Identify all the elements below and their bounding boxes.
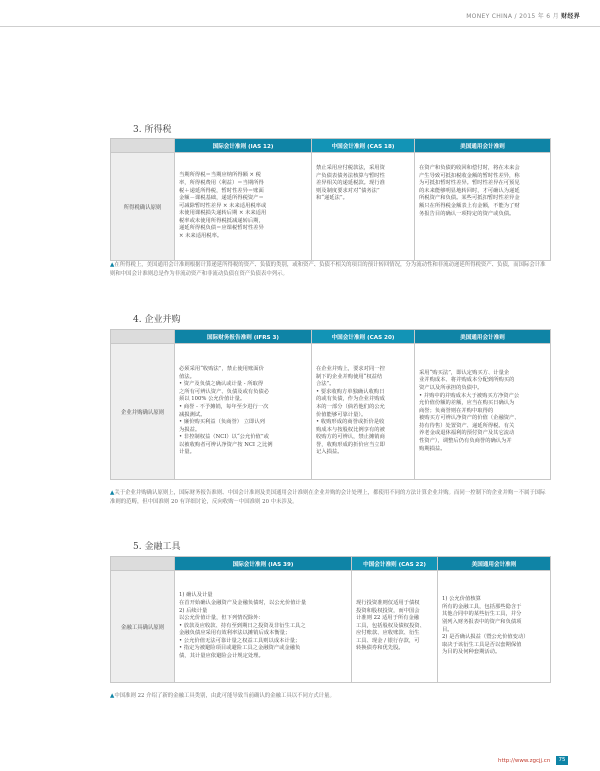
table-header-row (111, 557, 551, 571)
masthead-brand: 财经界 (561, 13, 580, 20)
note-text: 在所得税上，美国通用会计准则根据计算递延所得税的资产、负债的类别，或和资产、负债不相关的项目的预计转回情况，分为流动性和非流动递延所得税资产、负债，而国际会计准则和中国会计准则总是作为非流动资产和非流动负债在资产负债表中列示。 (110, 262, 546, 277)
masthead-issue: / 2015 年 6 月 (512, 13, 562, 20)
cell-cas22: 现行投资准则仅适用于债权 投资和股权投资，而中国会 计准则 22 适用于所有金融 工具，包括股权及债权投资、 应付账款、应收账款、衍生 工具、现金 / 银行存款，可 转换债券和优先股。 (356, 599, 425, 652)
header-us-gaap: 美国通用会计准则 (415, 330, 551, 344)
table-header-row (111, 330, 551, 344)
triangle-bullet-icon: ▲ (110, 693, 115, 699)
row-label: 金融工具确认原则 (111, 571, 175, 683)
triangle-bullet-icon: ▲ (110, 262, 115, 268)
cell-us-gaap: 在资产和负债的收回和偿付时，将在未来会 产生导致可抵扣税收金额的暂时性差异，称 为可抵扣暂时性差异。暂时性差异在可预见 的未来能够明显地转回时，才可确认为递延 所税资产和负债。某些可抵扣暂时性差异金 额只在所得税金额表上有金额，不能为了财 务报告目的确认一项特定的资产或负债。 (419, 165, 520, 217)
header-ifrs3: 国际财务报告准则 (IFRS 3) (175, 330, 312, 344)
note-text: 关于企业并购确认原则上，国际财务报告准则、中国会计准则及美国通用会计准则在企业并购的会计处理上，都使用不同的方法计算企业并购。而同一控制下的企业并购－不属于国际准则的范畴，但中国准则 20 有详细讨论，反向收购－中国准则 20 中未涉及。 (110, 490, 546, 505)
header-cas22: 中国会计准则 (CAS 22) (352, 557, 438, 571)
footer-url[interactable]: http://www.zgcjj.cn (498, 758, 551, 764)
row-label: 企业并购确认原则 (111, 344, 175, 480)
cell-cas18: 禁止采用应付税款法，采用资 产负债表债务法核算与暂时性 差异相关的递延税款。现行准 则及制度要求对对“债务法” 和“递延法”。 (316, 165, 385, 202)
cell-us-gaap: 采用“购买法”，即认定购买方、计量企 业并购成本、将并购成本分配到所购买的 资产以及所承担的负债中。 • 并购中的并购成本大于被购买方净资产公 允价值份额的差额，应当在购买日确认为 商誉；负商誉则在并购中取得的 被购买方可辨认净资产的价值（企融资产、 持有待售）处置资产、递延所得税、有关 养老金或退休福利的预付资产及其它流动 性资产），调整后仍有负商誉的确认为并 购期损益。 (419, 369, 520, 452)
masthead-magazine: MONEY CHINA (466, 13, 513, 20)
section-title-mna: 4. 企业并购 (133, 315, 181, 325)
cell-ias12: 当期所得税＝当期应纳所得额 × 税 率，所得税费用（利益）＝当期所得 税＋递延所得税，暂时性差异＝账面 金额－课税基础，递延所得税资产＝ 可减除暂时性差异 × 未来适用税率或 未使用课税损失递转后期 × 未来适用 税率或未使用所得税抵减递转后期， 递延所得税负债＝应课税暂时性差异 × 未来适用税率。 (179, 172, 267, 240)
cell-us-gaap: 1) 公允价值核算 所有的金融工具，包括那些隐含于 其他合同中的某些衍生工具，并分 别列入财务报表中的资产和负债项 目。 2) 是否确认损益（暨公允价值变动） 取决于该衍生工具是否以套期保值 为目的及何种套期活动。 (442, 596, 529, 656)
table-row (111, 344, 551, 480)
table-header-row (111, 139, 551, 153)
triangle-bullet-icon: ▲ (110, 490, 115, 496)
header-us-gaap: 美国通用会计准则 (438, 557, 551, 571)
table-corner (111, 330, 175, 344)
table-corner (111, 139, 175, 153)
note-mna (110, 489, 550, 507)
section-title-income-tax: 3. 所得税 (133, 125, 172, 135)
cell-ifrs3: 必须采用“收购法”，禁止使用账面价 值法。 • 资产及负债之确认或计量 - 所取得 之所有可辨认资产、负债及或有负债必 须以 100% 公允价值计量。 • 商誉 - 不予摊销，每年至少进行一次 减损测试。 • 廉价购买利益（负商誉） 立即认列 为损益。 • 非控制权益（NCI）以“公允价值”或 以被收购者可辨认净资产按 NCI 之比例 计量。 (179, 365, 273, 456)
note-income-tax (110, 261, 550, 279)
header-us-gaap: 美国通用会计准则 (415, 139, 551, 153)
page-number: 75 (556, 756, 568, 765)
cell-ias39: 1) 确认及计量 在首开始确认金融资产及金融负债时，以公允价值计量 2) 后续计量 以公允价值计量，但下列情况除外： • 放款及应收款、持有至到期日之投资及非衍生工具之 金融负债应采用有效利率法以摊销后成本衡量； • 公允价值无法可靠计量之权益工具则以成本计量； • 指定为被避险项目或避险工具之金融资产或金融负 债，其计量应依避险会计规定处理。 (179, 592, 307, 660)
financial-instruments-table (110, 556, 551, 683)
table-corner (111, 557, 175, 571)
mna-table (110, 329, 551, 480)
row-label: 所得税确认原则 (111, 153, 175, 261)
masthead (466, 11, 580, 20)
note-text: 中国准则 22 介绍了新的金融工具类别，由此可能导致当前确认的金融工具以不同方式计量。 (114, 693, 335, 699)
header-cas18: 中国会计准则 (CAS 18) (312, 139, 415, 153)
header-ias39: 国际会计准则 (IAS 39) (175, 557, 352, 571)
note-financial-instruments (110, 692, 550, 701)
header-cas20: 中国会计准则 (CAS 20) (312, 330, 415, 344)
table-row (111, 571, 551, 683)
cell-cas20: 在企业并购上，要求对同一控 制下的企业并购使用“权益结 合法”。 • 要求收购方单独确认收购日 的或有负债，作为企业并购成 本的一部分（倘若他们的公允 价值能够可靠计量）。 • 收购形成的商誉或折价是收 购成本与按股权比例享有的被 收购方的可辨认，禁止摊销商 誉，收购形成的折价应当立即 记入损益。 (316, 365, 385, 456)
table-row (111, 153, 551, 261)
section-title-financial-instruments: 5. 金融工具 (133, 542, 181, 552)
header-rule (0, 26, 600, 27)
header-ias12: 国际会计准则 (IAS 12) (175, 139, 312, 153)
income-tax-table (110, 138, 551, 261)
